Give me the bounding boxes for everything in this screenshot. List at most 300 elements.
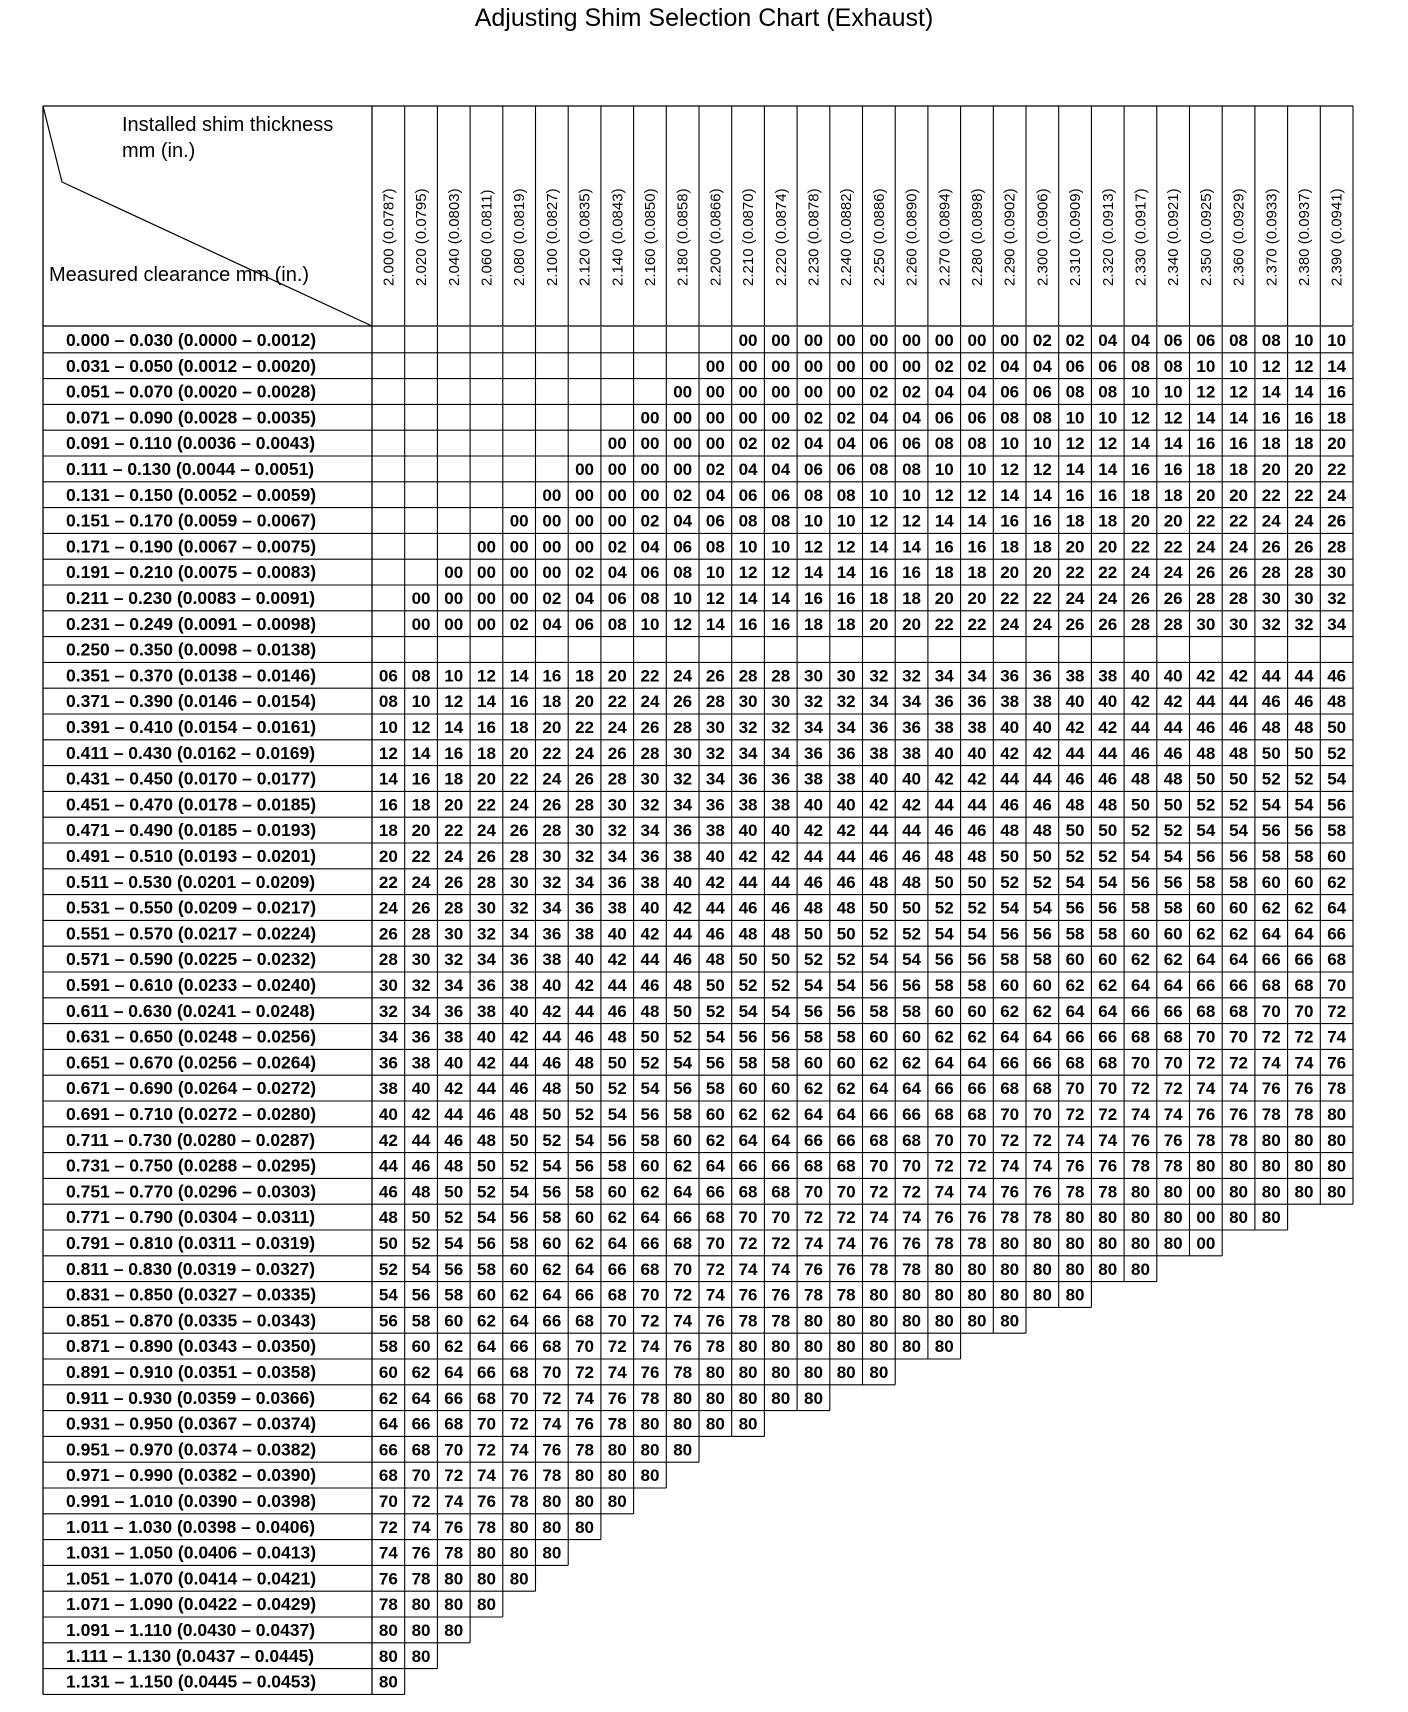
shim-cell: 76 (1229, 1105, 1249, 1124)
shim-cell: 04 (1000, 356, 1020, 376)
shim-cell: 70 (1229, 1027, 1249, 1047)
column-header: 2.340 (0.0921) (1165, 188, 1183, 286)
shim-cell: 78 (542, 1466, 562, 1486)
shim-cell: 30 (836, 666, 856, 686)
shim-cell: 64 (640, 1208, 660, 1228)
shim-cell: 06 (771, 485, 791, 505)
shim-cell: 66 (1163, 1001, 1183, 1021)
shim-cell: 18 (869, 589, 889, 608)
shim-cell: 06 (902, 434, 922, 454)
shim-cell: 24 (476, 821, 496, 841)
shim-cell: 08 (902, 460, 922, 479)
shim-cell: 40 (607, 924, 627, 944)
shim-cell: 58 (1196, 872, 1216, 892)
shim-cell: 66 (542, 1311, 562, 1331)
shim-cell: 64 (444, 1363, 464, 1382)
shim-cell: 06 (575, 614, 595, 634)
shim-cell: 70 (1000, 1105, 1020, 1124)
shim-cell: 24 (1229, 537, 1249, 557)
shim-cell: 52 (902, 924, 922, 944)
shim-cell: 52 (1294, 769, 1314, 789)
shim-cell: 68 (1229, 1001, 1249, 1021)
shim-cell: 28 (509, 847, 529, 866)
shim-cell: 44 (705, 898, 725, 918)
shim-cell: 62 (1163, 950, 1183, 970)
shim-cell: 54 (1065, 872, 1085, 892)
shim-cell: 74 (1229, 1079, 1249, 1099)
shim-cell: 70 (1327, 976, 1347, 995)
shim-cell: 22 (1000, 589, 1020, 608)
shim-cell: 46 (1229, 718, 1249, 737)
shim-cell: 42 (542, 1001, 562, 1021)
shim-cell: 52 (967, 898, 987, 918)
shim-cell: 56 (1294, 821, 1314, 841)
shim-cell: 50 (1065, 821, 1085, 841)
shim-cell: 10 (1130, 382, 1150, 402)
shim-cell: 60 (803, 1053, 823, 1073)
shim-cell: 80 (411, 1646, 431, 1666)
column-header: 2.040 (0.0803) (445, 188, 463, 286)
shim-cell: 34 (509, 924, 529, 944)
shim-cell: 80 (1000, 1234, 1020, 1253)
shim-cell: 76 (575, 1414, 595, 1434)
shim-cell: 50 (607, 1053, 627, 1073)
corner-installed-label: Installed shim thickness (122, 114, 334, 136)
shim-cell: 80 (378, 1646, 398, 1666)
shim-cell: 22 (1130, 537, 1150, 557)
shim-cell: 56 (803, 1001, 823, 1021)
shim-cell: 20 (902, 614, 922, 634)
shim-cell: 36 (411, 1027, 431, 1047)
shim-cell: 74 (869, 1208, 889, 1228)
column-header: 2.320 (0.0913) (1099, 188, 1117, 286)
shim-cell: 38 (640, 872, 660, 892)
shim-cell: 34 (411, 1001, 431, 1021)
column-header: 2.360 (0.0929) (1230, 188, 1248, 286)
shim-cell: 04 (836, 434, 856, 454)
shim-cell: 30 (771, 692, 791, 712)
shim-cell: 40 (640, 898, 660, 918)
shim-cell: 78 (1163, 1156, 1183, 1176)
shim-cell: 48 (444, 1156, 464, 1176)
shim-cell: 26 (1163, 589, 1183, 608)
shim-cell: 24 (1098, 589, 1118, 608)
row-label: 0.991 – 1.010 (0.0390 – 0.0398) (66, 1491, 317, 1511)
shim-cell: 12 (673, 614, 693, 634)
shim-cell: 64 (1327, 898, 1347, 918)
shim-cell: 70 (771, 1208, 791, 1228)
shim-cell: 48 (1065, 795, 1085, 815)
shim-cell: 64 (869, 1079, 889, 1099)
shim-cell: 60 (378, 1363, 398, 1382)
shim-cell: 48 (509, 1105, 529, 1124)
shim-cell: 72 (1098, 1105, 1118, 1124)
shim-cell: 80 (705, 1388, 725, 1408)
shim-cell: 62 (967, 1027, 987, 1047)
shim-cell: 18 (803, 614, 823, 634)
shim-cell: 24 (673, 666, 693, 686)
shim-cell: 66 (444, 1388, 464, 1408)
shim-cell: 52 (1130, 821, 1150, 841)
shim-cell: 50 (902, 898, 922, 918)
shim-cell: 62 (542, 1259, 562, 1279)
shim-cell: 56 (1261, 821, 1281, 841)
shim-cell: 08 (607, 614, 627, 634)
shim-cell: 68 (1261, 976, 1281, 995)
shim-cell: 80 (542, 1492, 562, 1511)
shim-cell: 80 (1261, 1208, 1281, 1228)
shim-cell: 80 (640, 1440, 660, 1460)
shim-cell: 80 (1130, 1234, 1150, 1253)
shim-cell: 04 (902, 408, 922, 428)
shim-cell: 80 (1032, 1259, 1052, 1279)
shim-cell: 50 (542, 1105, 562, 1124)
column-header: 2.380 (0.0937) (1295, 188, 1313, 286)
shim-cell: 10 (705, 563, 725, 583)
shim-cell: 00 (607, 511, 627, 531)
shim-cell: 24 (575, 743, 595, 763)
shim-cell: 42 (803, 821, 823, 841)
shim-cell: 52 (705, 1001, 725, 1021)
shim-cell: 68 (1000, 1079, 1020, 1099)
shim-cell: 80 (934, 1337, 954, 1357)
shim-cell: 80 (967, 1311, 987, 1331)
shim-cell: 14 (1294, 382, 1314, 402)
shim-cell: 42 (411, 1105, 431, 1124)
shim-cell: 22 (607, 692, 627, 712)
shim-cell: 18 (1196, 460, 1216, 479)
shim-cell: 32 (869, 666, 889, 686)
shim-cell: 80 (1065, 1285, 1085, 1305)
shim-cell: 08 (803, 485, 823, 505)
shim-cell: 60 (934, 1001, 954, 1021)
shim-cell: 10 (869, 485, 889, 505)
shim-cell: 40 (1032, 718, 1052, 737)
shim-cell: 48 (1163, 769, 1183, 789)
row-label: 0.051 – 0.070 (0.0020 – 0.0028) (66, 381, 317, 402)
shim-cell: 64 (1032, 1027, 1052, 1047)
column-header: 2.200 (0.0866) (707, 188, 725, 286)
shim-cell: 62 (1229, 924, 1249, 944)
shim-cell: 02 (1065, 331, 1085, 350)
shim-cell: 24 (1000, 614, 1020, 634)
shim-cell: 26 (1327, 511, 1347, 531)
shim-cell: 30 (1261, 589, 1281, 608)
shim-cell: 02 (836, 408, 856, 428)
shim-cell: 52 (771, 976, 791, 995)
shim-cell: 48 (836, 898, 856, 918)
shim-cell: 80 (934, 1285, 954, 1305)
shim-cell: 68 (1294, 976, 1314, 995)
shim-cell: 46 (673, 950, 693, 970)
shim-cell: 00 (607, 434, 627, 454)
shim-cell: 18 (444, 769, 464, 789)
shim-cell: 78 (1098, 1182, 1118, 1202)
shim-cell: 80 (1098, 1234, 1118, 1253)
shim-cell: 58 (411, 1311, 431, 1331)
shim-cell: 36 (836, 743, 856, 763)
shim-cell: 28 (1163, 614, 1183, 634)
shim-cell: 76 (967, 1208, 987, 1228)
shim-cell: 60 (607, 1182, 627, 1202)
shim-cell: 12 (967, 485, 987, 505)
shim-cell: 68 (771, 1182, 791, 1202)
shim-cell: 22 (542, 743, 562, 763)
shim-cell: 56 (705, 1053, 725, 1073)
shim-cell: 04 (640, 537, 660, 557)
shim-cell: 78 (1327, 1079, 1347, 1099)
shim-cell: 74 (673, 1311, 693, 1331)
shim-cell: 60 (1196, 898, 1216, 918)
shim-cell: 04 (803, 434, 823, 454)
shim-cell: 02 (869, 382, 889, 402)
shim-cell: 14 (1000, 485, 1020, 505)
shim-cell: 00 (575, 537, 595, 557)
shim-cell: 68 (378, 1466, 398, 1486)
shim-cell: 30 (640, 769, 660, 789)
shim-cell: 72 (1130, 1079, 1150, 1099)
shim-cell: 18 (575, 666, 595, 686)
shim-cell: 80 (1327, 1156, 1347, 1176)
shim-cell: 66 (411, 1414, 431, 1434)
shim-cell: 80 (902, 1337, 922, 1357)
shim-cell: 14 (1098, 460, 1118, 479)
shim-cell: 76 (542, 1440, 562, 1460)
shim-cell: 42 (1098, 718, 1118, 737)
shim-cell: 04 (1032, 356, 1052, 376)
shim-cell: 80 (1294, 1156, 1314, 1176)
shim-cell: 80 (673, 1414, 693, 1434)
shim-cell: 28 (378, 950, 398, 970)
shim-cell: 34 (967, 666, 987, 686)
shim-cell: 66 (1000, 1053, 1020, 1073)
shim-cell: 64 (1196, 950, 1216, 970)
shim-cell: 66 (575, 1285, 595, 1305)
shim-cell: 32 (378, 1001, 398, 1021)
shim-cell: 80 (1000, 1259, 1020, 1279)
shim-cell: 44 (1261, 666, 1281, 686)
shim-cell: 04 (869, 408, 889, 428)
row-label: 0.971 – 0.990 (0.0382 – 0.0390) (66, 1465, 317, 1486)
shim-cell: 14 (411, 743, 431, 763)
shim-cell: 80 (738, 1388, 758, 1408)
shim-cell: 08 (836, 485, 856, 505)
shim-cell: 68 (607, 1285, 627, 1305)
shim-cell: 02 (934, 356, 954, 376)
shim-cell: 80 (1261, 1182, 1281, 1202)
shim-cell: 60 (967, 1001, 987, 1021)
shim-cell: 40 (673, 872, 693, 892)
shim-cell: 46 (542, 1053, 562, 1073)
shim-cell: 22 (1196, 511, 1216, 531)
shim-cell: 42 (1229, 666, 1249, 686)
shim-cell: 46 (869, 847, 889, 866)
shim-cell: 72 (1261, 1027, 1281, 1047)
row-label: 0.151 – 0.170 (0.0059 – 0.0067) (66, 510, 317, 531)
shim-cell: 00 (673, 382, 693, 402)
shim-cell: 56 (542, 1182, 562, 1202)
shim-cell: 62 (1065, 976, 1085, 995)
shim-cell: 80 (967, 1259, 987, 1279)
shim-cell: 06 (967, 408, 987, 428)
shim-cell: 30 (575, 821, 595, 841)
shim-cell: 58 (934, 976, 954, 995)
row-label: 0.171 – 0.190 (0.0067 – 0.0075) (66, 536, 317, 557)
shim-cell: 58 (673, 1105, 693, 1124)
column-header: 2.370 (0.0933) (1263, 188, 1281, 286)
shim-cell: 20 (1261, 460, 1281, 479)
shim-cell: 46 (1065, 769, 1085, 789)
shim-cell: 30 (476, 898, 496, 918)
shim-cell: 42 (738, 847, 758, 866)
shim-cell: 14 (1196, 408, 1216, 428)
shim-cell: 48 (575, 1053, 595, 1073)
shim-cell: 76 (1327, 1053, 1347, 1073)
shim-cell: 28 (444, 898, 464, 918)
shim-cell: 14 (869, 537, 889, 557)
shim-cell: 72 (803, 1208, 823, 1228)
shim-cell: 16 (444, 743, 464, 763)
shim-cell: 64 (967, 1053, 987, 1073)
shim-cell: 38 (509, 976, 529, 995)
shim-cell: 80 (1130, 1259, 1150, 1279)
shim-cell: 70 (411, 1466, 431, 1486)
shim-cell: 72 (705, 1259, 725, 1279)
shim-cell: 62 (902, 1053, 922, 1073)
shim-cell: 68 (1032, 1079, 1052, 1099)
shim-cell: 20 (1163, 511, 1183, 531)
shim-cell: 78 (575, 1440, 595, 1460)
shim-cell: 54 (869, 950, 889, 970)
shim-cell: 00 (673, 408, 693, 428)
shim-cell: 12 (1229, 382, 1249, 402)
shim-cell: 16 (1000, 511, 1020, 531)
shim-cell: 66 (705, 1182, 725, 1202)
shim-cell: 58 (640, 1130, 660, 1150)
shim-cell: 18 (476, 743, 496, 763)
shim-cell: 76 (509, 1466, 529, 1486)
shim-cell: 72 (476, 1440, 496, 1460)
shim-cell: 48 (869, 872, 889, 892)
shim-cell: 62 (378, 1388, 398, 1408)
shim-cell: 02 (673, 485, 693, 505)
shim-cell: 14 (934, 511, 954, 531)
shim-cell: 46 (836, 872, 856, 892)
shim-cell: 34 (738, 743, 758, 763)
shim-cell: 72 (1032, 1130, 1052, 1150)
shim-cell: 48 (934, 847, 954, 866)
shim-cell: 52 (1032, 872, 1052, 892)
shim-cell: 78 (902, 1259, 922, 1279)
shim-cell: 00 (640, 460, 660, 479)
shim-cell: 12 (476, 666, 496, 686)
shim-cell: 76 (738, 1285, 758, 1305)
shim-cell: 80 (378, 1621, 398, 1640)
shim-cell: 10 (738, 537, 758, 557)
shim-cell: 48 (902, 872, 922, 892)
shim-cell: 54 (1032, 898, 1052, 918)
shim-cell: 80 (1065, 1208, 1085, 1228)
shim-cell: 18 (836, 614, 856, 634)
shim-cell: 58 (607, 1156, 627, 1176)
shim-cell: 74 (509, 1440, 529, 1460)
shim-cell: 28 (738, 666, 758, 686)
shim-cell: 04 (738, 460, 758, 479)
shim-cell: 20 (967, 589, 987, 608)
shim-cell: 64 (1261, 924, 1281, 944)
shim-cell: 08 (1098, 382, 1118, 402)
shim-cell: 30 (673, 743, 693, 763)
shim-cell: 16 (509, 692, 529, 712)
shim-cell: 80 (705, 1363, 725, 1382)
shim-cell: 80 (542, 1517, 562, 1537)
column-header: 2.270 (0.0894) (936, 188, 954, 286)
shim-cell: 56 (607, 1130, 627, 1150)
shim-cell: 52 (738, 976, 758, 995)
shim-cell: 00 (476, 563, 496, 583)
shim-cell: 62 (673, 1156, 693, 1176)
shim-cell: 54 (1294, 795, 1314, 815)
shim-cell: 02 (967, 356, 987, 376)
shim-cell: 78 (1032, 1208, 1052, 1228)
shim-cell: 44 (1032, 769, 1052, 789)
shim-cell: 38 (575, 924, 595, 944)
shim-cell: 00 (738, 408, 758, 428)
row-label: 0.091 – 0.110 (0.0036 – 0.0043) (66, 433, 316, 454)
shim-cell: 40 (575, 950, 595, 970)
shim-cell: 60 (509, 1259, 529, 1279)
shim-cell: 60 (771, 1079, 791, 1099)
shim-cell: 74 (444, 1492, 464, 1511)
shim-cell: 34 (902, 692, 922, 712)
shim-cell: 00 (1196, 1234, 1216, 1253)
shim-cell: 08 (1163, 356, 1183, 376)
shim-cell: 02 (1032, 331, 1052, 350)
shim-cell: 06 (1065, 356, 1085, 376)
shim-cell: 04 (542, 614, 562, 634)
shim-cell: 66 (1065, 1027, 1085, 1047)
column-header: 2.120 (0.0835) (576, 188, 594, 286)
shim-cell: 16 (1163, 460, 1183, 479)
shim-cell: 80 (444, 1569, 464, 1589)
shim-cell: 32 (738, 718, 758, 737)
row-label: 0.771 – 0.790 (0.0304 – 0.0311) (66, 1207, 316, 1228)
shim-cell: 16 (1294, 408, 1314, 428)
shim-cell: 58 (1130, 898, 1150, 918)
shim-cell: 00 (738, 356, 758, 376)
shim-cell: 60 (673, 1130, 693, 1150)
shim-cell: 70 (1294, 1001, 1314, 1021)
shim-cell: 44 (869, 821, 889, 841)
shim-cell: 76 (1196, 1105, 1216, 1124)
shim-cell: 02 (640, 511, 660, 531)
shim-cell: 34 (673, 795, 693, 815)
shim-cell: 58 (1163, 898, 1183, 918)
shim-cell: 06 (1098, 356, 1118, 376)
shim-cell: 48 (607, 1027, 627, 1047)
shim-cell: 46 (705, 924, 725, 944)
shim-cell: 60 (1130, 924, 1150, 944)
shim-cell: 80 (1261, 1130, 1281, 1150)
shim-cell: 00 (934, 331, 954, 350)
shim-cell: 64 (411, 1388, 431, 1408)
shim-cell: 62 (1000, 1001, 1020, 1021)
shim-cell: 14 (1327, 356, 1347, 376)
shim-cell: 56 (444, 1259, 464, 1279)
shim-cell: 52 (1098, 847, 1118, 866)
shim-cell: 48 (1294, 718, 1314, 737)
shim-cell: 10 (673, 589, 693, 608)
